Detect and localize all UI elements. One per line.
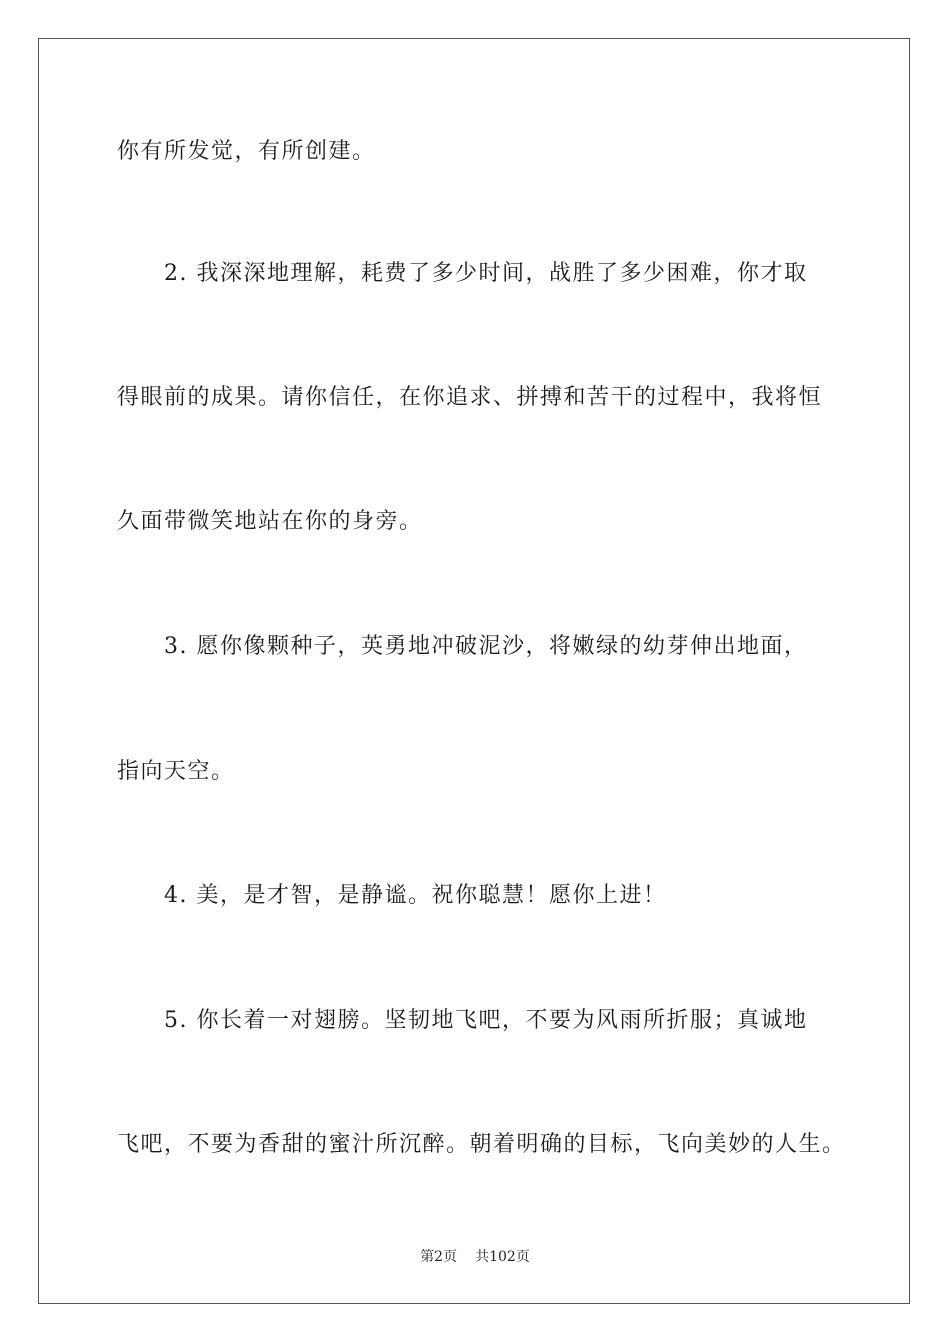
page-border: [38, 38, 910, 1304]
paragraph-line: 久面带微笑地站在你的身旁。: [117, 509, 423, 534]
paragraph-line: 5. 你长着一对翅膀。坚韧地飞吧，不要为风雨所折服；真诚地: [164, 1008, 808, 1033]
page-number-current: 第2页: [420, 1249, 458, 1265]
paragraph-line: 飞吧，不要为香甜的蜜汁所沉醉。朝着明确的目标，飞向美妙的人生。: [117, 1132, 846, 1157]
paragraph-line: 4. 美，是才智，是静谧。祝你聪慧！愿你上进！: [164, 883, 667, 908]
paragraph-line: 3. 愿你像颗种子，英勇地冲破泥沙，将嫩绿的幼芽伸出地面，: [164, 634, 808, 659]
paragraph-line: 指向天空。: [117, 759, 235, 784]
page-footer: [0, 1247, 950, 1267]
paragraph-line: 2. 我深深地理解，耗费了多少时间，战胜了多少困难，你才取: [164, 261, 808, 286]
paragraph-line: 你有所发觉，有所创建。: [117, 139, 376, 164]
paragraph-line: 得眼前的成果。请你信任，在你追求、拼搏和苦干的过程中，我将恒: [117, 385, 823, 410]
page-number-total: 共102页: [475, 1249, 530, 1265]
